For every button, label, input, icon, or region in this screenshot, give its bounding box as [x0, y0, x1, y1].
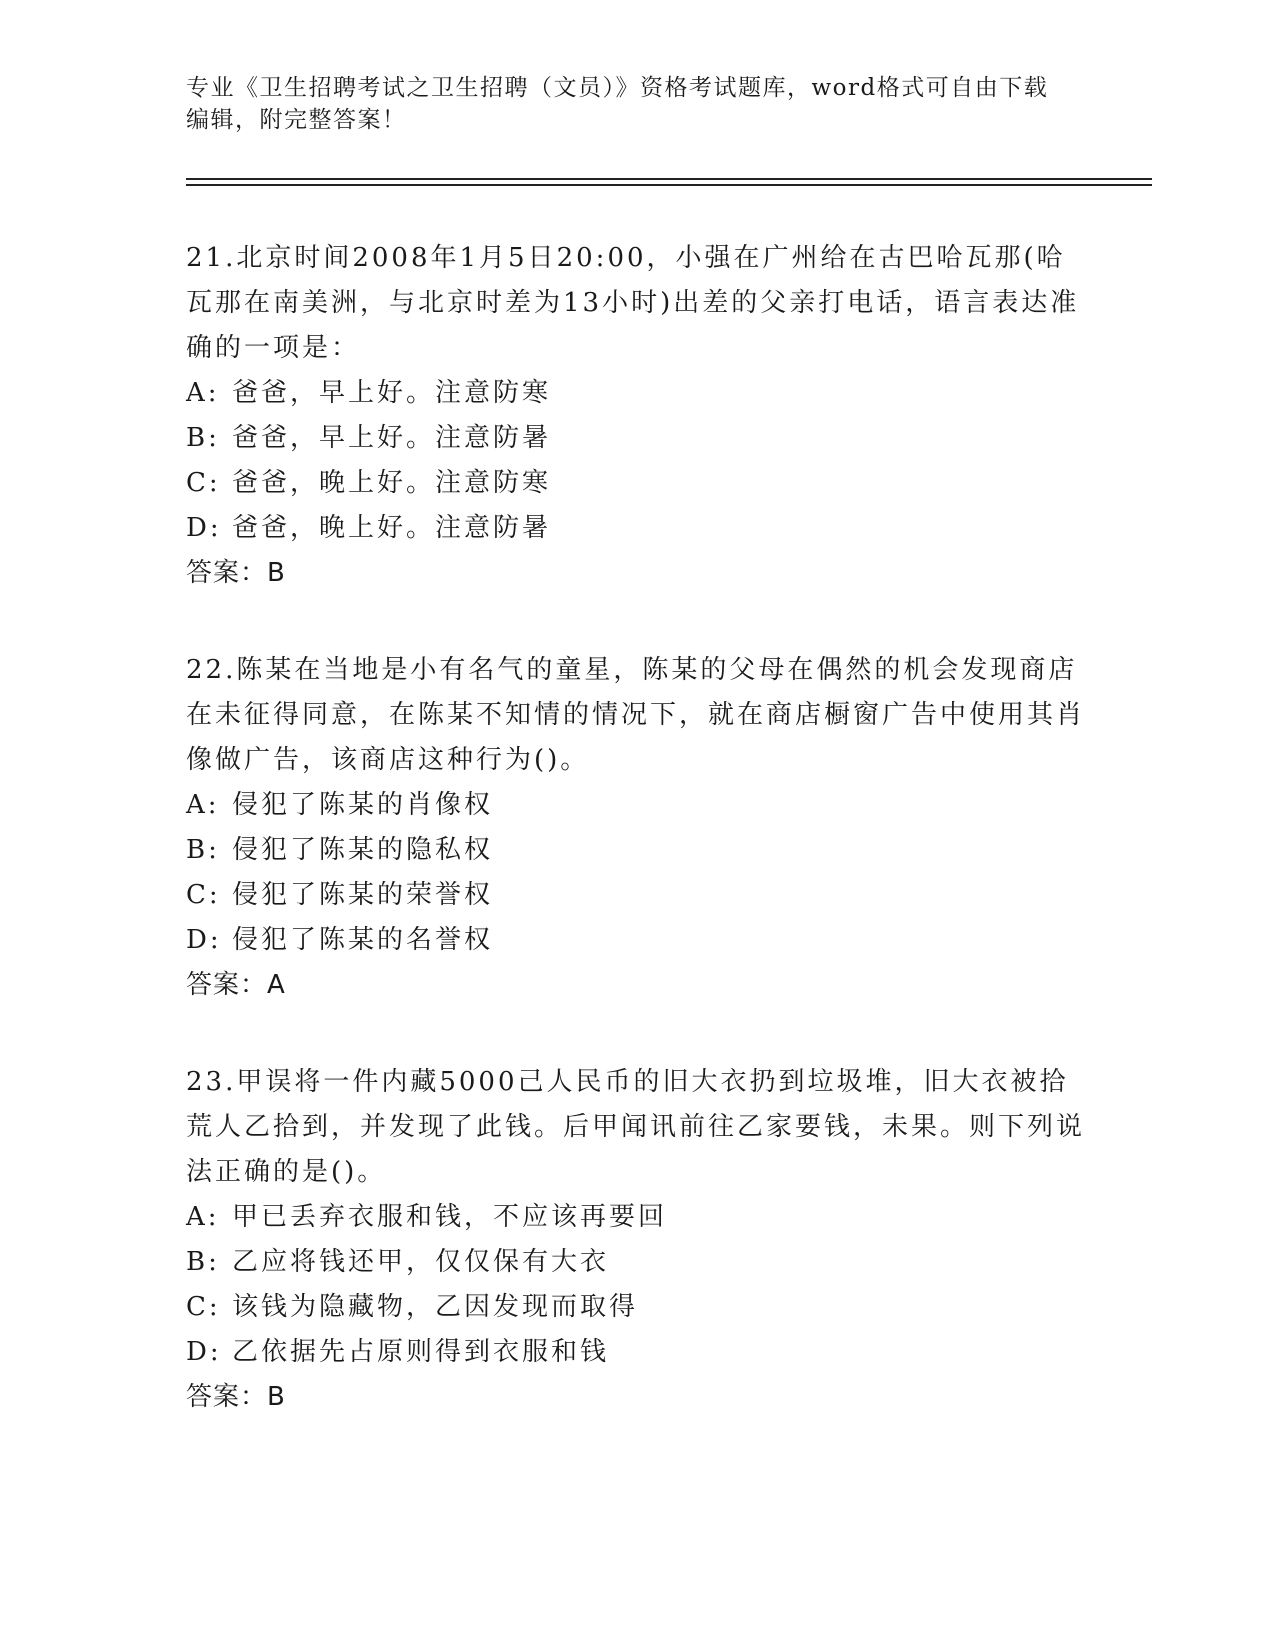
- option-key: B:: [186, 835, 220, 865]
- option-key: B:: [186, 423, 220, 453]
- option-key: C:: [186, 880, 221, 910]
- question-stem: 22.陈某在当地是小有名气的童星，陈某的父母在偶然的机会发现商店在未征得同意，在陈某不知情的情况下，就在商店橱窗广告中使用其肖像做广告，该商店这种行为()。: [186, 655, 1086, 775]
- option-text: 侵犯了陈某的荣誉权: [232, 880, 494, 910]
- question-23: [186, 1060, 1086, 1420]
- answer-line: 答案：A: [186, 970, 286, 1000]
- option-key: D:: [186, 513, 222, 543]
- answer-line: 答案：B: [186, 1382, 286, 1412]
- option-key: C:: [186, 1292, 221, 1322]
- option-key: B:: [186, 1247, 220, 1277]
- question-stem: 23.甲误将一件内藏5000己人民币的旧大衣扔到垃圾堆，旧大衣被拾荒人乙拾到，并发现了此钱。后甲闻讯前往乙家要钱，未果。则下列说法正确的是()。: [186, 1067, 1086, 1187]
- option-key: A:: [186, 378, 220, 408]
- question-21: [186, 236, 1086, 596]
- option-text: 侵犯了陈某的隐私权: [232, 835, 494, 865]
- option-c: [186, 461, 1086, 506]
- header-line-2: 编辑，附完整答案！: [186, 107, 407, 133]
- option-a: [186, 1195, 1086, 1240]
- question-stem: 21.北京时间2008年1月5日20:00，小强在广州给在古巴哈瓦那(哈瓦那在南美洲，与北京时差为13小时)出差的父亲打电话，语言表达准确的一项是：: [186, 243, 1080, 363]
- header-divider-top: [186, 178, 1152, 180]
- option-text: 爸爸，晚上好。注意防暑: [232, 513, 552, 543]
- option-text: 乙依据先占原则得到衣服和钱: [232, 1337, 610, 1367]
- header-line-1: 专业《卫生招聘考试之卫生招聘（文员）》资格考试题库，word格式可自由下载: [186, 75, 1049, 101]
- option-key: D:: [186, 1337, 222, 1367]
- option-text: 侵犯了陈某的名誉权: [232, 925, 494, 955]
- option-b: [186, 1240, 1086, 1285]
- option-b: [186, 416, 1086, 461]
- option-text: 爸爸，早上好。注意防寒: [232, 378, 552, 408]
- option-key: D:: [186, 925, 222, 955]
- option-key: A:: [186, 790, 220, 820]
- option-c: [186, 1285, 1086, 1330]
- option-text: 乙应将钱还甲，仅仅保有大衣: [232, 1247, 610, 1277]
- option-b: [186, 828, 1086, 873]
- option-key: C:: [186, 468, 221, 498]
- header-divider-bottom: [186, 184, 1152, 186]
- option-a: [186, 783, 1086, 828]
- option-text: 甲已丢弃衣服和钱，不应该再要回: [232, 1202, 668, 1232]
- option-text: 爸爸，早上好。注意防暑: [232, 423, 552, 453]
- option-text: 该钱为隐藏物，乙因发现而取得: [232, 1292, 639, 1322]
- option-key: A:: [186, 1202, 220, 1232]
- option-text: 爸爸，晚上好。注意防寒: [232, 468, 552, 498]
- option-d: [186, 918, 1086, 963]
- option-a: [186, 371, 1086, 416]
- document-header: [186, 72, 1086, 136]
- option-text: 侵犯了陈某的肖像权: [232, 790, 494, 820]
- option-d: [186, 506, 1086, 551]
- answer-line: 答案：B: [186, 558, 286, 588]
- option-d: [186, 1330, 1086, 1375]
- option-c: [186, 873, 1086, 918]
- question-22: [186, 648, 1086, 1008]
